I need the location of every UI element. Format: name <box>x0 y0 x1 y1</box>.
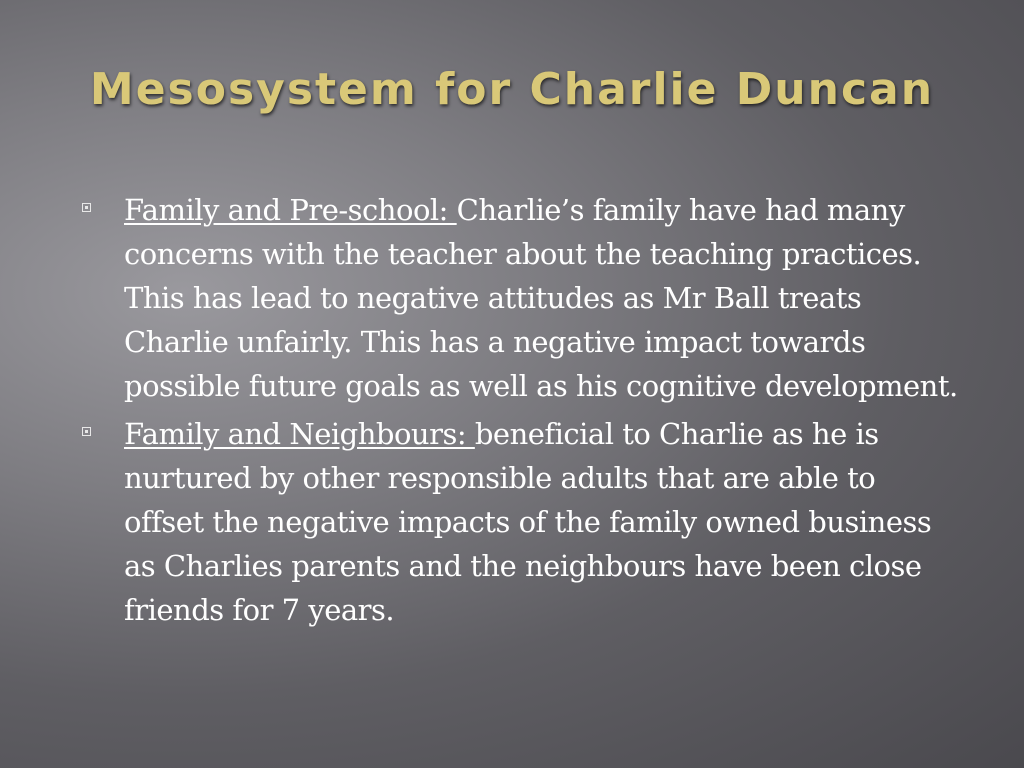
bullet-item <box>82 412 962 632</box>
slide-title: Mesosystem for Charlie Duncan <box>89 64 935 115</box>
bullet-heading: Family and Neighbours: <box>124 417 475 451</box>
bullet-body: Charlie’s family have had many concerns with the teacher about the teaching practices. This has lead to negative attitudes as Mr Ball treats Charlie unfairly. This has a negative impact towards possible future goals as well as his cognitive development. <box>124 193 958 403</box>
bullet-list <box>82 188 962 636</box>
square-bullet-icon <box>82 427 91 436</box>
bullet-heading: Family and Pre-school: <box>124 193 457 227</box>
bullet-text <box>124 188 962 408</box>
bullet-item <box>82 188 962 408</box>
bullet-text <box>124 412 962 632</box>
square-bullet-icon <box>82 203 91 212</box>
bullet-body: beneficial to Charlie as he is nurtured by other responsible adults that are able to offset the negative impacts of the family owned business as Charlies parents and the neighbours have been close friends for 7 years. <box>124 417 932 627</box>
